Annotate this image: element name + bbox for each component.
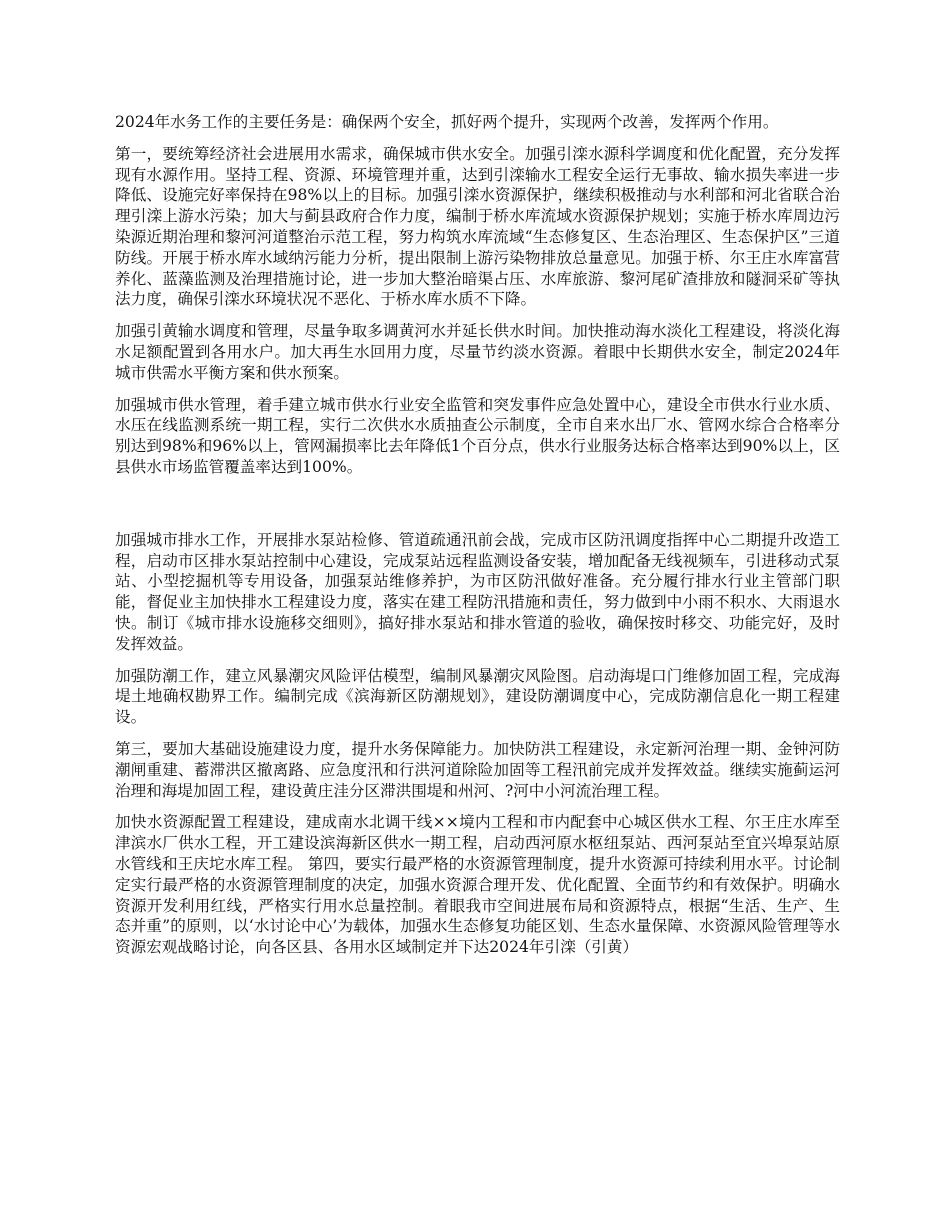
paragraph-main-tasks: 2024年水务工作的主要任务是：确保两个安全，抓好两个提升，实现两个改善，发挥两个作用。 [115,113,779,131]
paragraph-urban-drainage: 加强城市排水工作，开展排水泵站检修、管道疏通汛前会战，完成市区防汛调度指挥中心二期提升改造工程，启动市区排水泵站控制中心建设，完成泵站远程监测设备安装，增加配备无线视频车，引进移动式泵站、小型挖掘机等专用设备，加强泵站维修养护，为市区防汛做好准备。充分履行排水行业主管部门职能，督促业主加快排水工程建设力度，落实在建工程防汛措施和责任，努力做到中小雨不积水、大雨退水快。制订《城市排水设施移交细则》，搞好排水泵站和排水管道的验收，确保按时移交、功能完好，及时发挥效益。 [115,530,840,653]
paragraph-water-supply-safety: 第一，要统筹经济社会进展用水需求，确保城市供水安全。加强引滦水源科学调度和优化配置，充分发挥现有水源作用。坚持工程、资源、环境管理并重，达到引滦输水工程安全运行无事故、输水损失率进一步降低、设施完好率保持在98%以上的目标。加强引滦水资源保护，继续积极推动与水利部和河北省联合治理引滦上游水污染；加大与蓟县政府合作力度，编制于桥水库流域水资源保护规划；实施于桥水库周边污染源近期治理和黎河河道整治示范工程，努力构筑水库流域“生态修复区、生态治理区、生态保护区”三道防线。开展于桥水库水域纳污能力分析，提出限制上游污染物排放总量意见。加强于桥、尔王庄水库富营养化、蓝藻监测及治理措施讨论，进一步加大整治暗渠占压、水库旅游、黎河尾矿渣排放和隧洞采矿等执法力度，确保引滦水环境状况不恶化、于桥水库水质不下降。 [115,144,840,309]
paragraph-infrastructure: 第三，要加大基础设施建设力度，提升水务保障能力。加快防洪工程建设，永定新河治理一期、金钟河防潮闸重建、蓄滞洪区撤离路、应急度汛和行洪河道除险加固等工程汛前完成并发挥效益。继续实施蓟运河治理和海堤加固工程，建设黄庄洼分区滞洪围堤和州河、?河中小河流治理工程。 [115,739,840,800]
paragraph-water-resource-allocation: 加快水资源配置工程建设，建成南水北调干线××境内工程和市内配套中心城区供水工程、尔王庄水库至津滨水厂供水工程，开工建设滨海新区供水一期工程，启动西河原水枢纽泵站、西河泵站至宜兴埠泵站原水管线和王庆坨水库工程。 第四，要实行最严格的水资源管理制度，提升水资源可持续利用水平。讨论制定实行最严格的水资源管理制度的决定，加强水资源合理开发、优化配置、全面节约和有效保护。明确水资源开发利用红线，严格实行用水总量控制。着眼我市空间进展布局和资源特点，根据“生活、生产、生态并重”的原则，以‘水讨论中心’为载体，加强水生态修复功能区划、生态水量保障、水资源风险管理等水资源宏观战略讨论，向各区县、各用水区域制定并下达2024年引滦（引黄） [115,813,840,957]
document-body [115,112,840,969]
paragraph-yellow-river-diversion: 加强引黄输水调度和管理，尽量争取多调黄河水并延长供水时间。加快推动海水淡化工程建设，将淡化海水足额配置到各用水户。加大再生水回用力度，尽量节约淡水资源。着眼中长期供水安全，制定2024年城市供需水平衡方案和供水预案。 [115,322,840,382]
paragraph-tide-protection: 加强防潮工作，建立风暴潮灾风险评估模型，编制风暴潮灾风险图。启动海堤口门维修加固工程，完成海堤土地确权勘界工作。编制完成《滨海新区防潮规划》，建设防潮调度中心，完成防潮信息化一期工程建设。 [115,666,840,727]
paragraph-urban-water-supply: 加强城市供水管理，着手建立城市供水行业安全监管和突发事件应急处置中心，建设全市供水行业水质、水压在线监测系统一期工程，实行二次供水水质抽查公示制度，全市自来水出厂水、管网水综合合格率分别达到98%和96%以上，管网漏损率比去年降低1个百分点，供水行业服务达标合格率达到90%以上，区县供水市场监管覆盖率达到100%。 [115,395,840,476]
